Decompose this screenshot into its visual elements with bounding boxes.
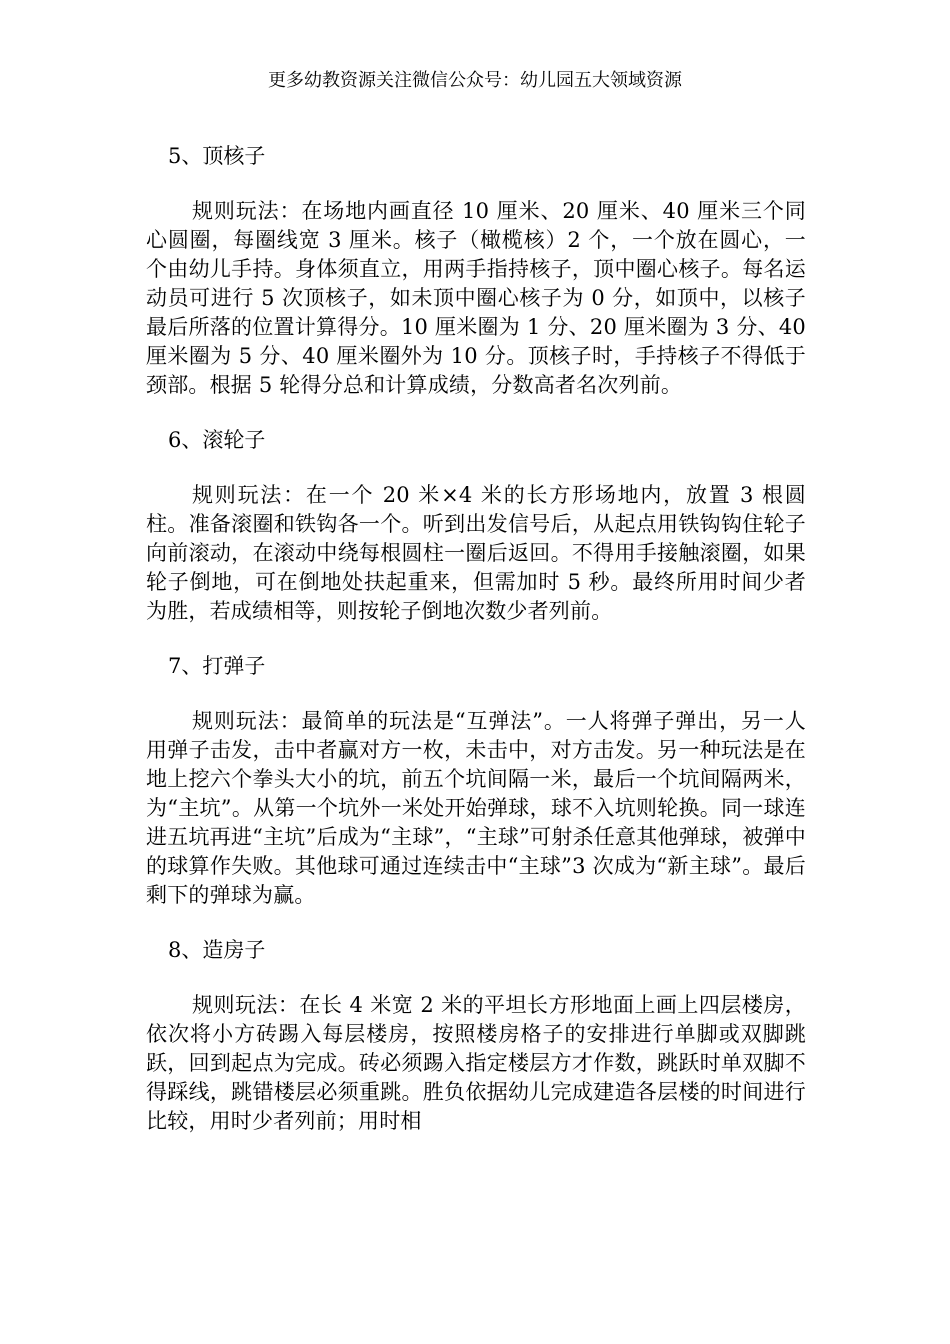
section-title: 7、打弹子	[168, 654, 266, 678]
section-gun-lunzi	[146, 426, 806, 626]
section-zao-fangzi	[146, 936, 806, 1136]
section-paragraph: 规则玩法：在一个 20 米×4 米的长方形场地内，放置 3 根圆柱。准备滚圈和铁钩各一个。听到出发信号后，从起点用铁钩钩住轮子向前滚动，在滚动中绕每根圆柱一圈后返回。不得用手接触滚圈，如果轮子倒地，可在倒地处扶起重来，但需加时 5 秒。最终所用时间少者为胜，若成绩相等，则按轮子倒地次数少者列前。	[146, 483, 806, 623]
section-ding-hezi	[146, 142, 806, 400]
section-paragraph: 规则玩法：在长 4 米宽 2 米的平坦长方形地面上画上四层楼房，依次将小方砖踢入每层楼房，按照楼房格子的安排进行单脚或双脚跳跃，回到起点为完成。砖必须踢入指定楼层方才作数，跳跃时单双脚不得踩线，跳错楼层必须重跳。胜负依据幼儿完成建造各层楼的时间进行比较，用时少者列前；用时相	[146, 993, 806, 1133]
section-title: 6、滚轮子	[168, 428, 266, 452]
section-da-danzi	[146, 652, 806, 910]
section-title: 5、顶核子	[168, 144, 266, 168]
section-paragraph: 规则玩法：最简单的玩法是“互弹法”。一人将弹子弹出，另一人用弹子击发，击中者赢对方一枚，未击中，对方击发。另一种玩法是在地上挖六个拳头大小的坑，前五个坑间隔一米，最后一个坑间隔两米，为“主坑”。从第一个坑外一米处开始弹球，球不入坑则轮换。同一球连进五坑再进“主坑”后成为“主球”，“主球”可射杀任意其他弹球，被弹中的球算作失败。其他球可通过连续击中“主球”3 次成为“新主球”。最后剩下的弹球为赢。	[146, 709, 806, 907]
section-paragraph: 规则玩法：在场地内画直径 10 厘米、20 厘米、40 厘米三个同心圆圈，每圈线宽 3 厘米。核子（橄榄核）2 个，一个放在圆心，一个由幼儿手持。身体须直立，用两手指持核子，顶中圈心核子。每名运动员可进行 5 次顶核子，如未顶中圈心核子为 0 分，如顶中，以核子最后所落的位置计算得分。10 厘米圈为 1 分、20 厘米圈为 3 分、40 厘米圈为 5 分、40 厘米圈外为 10 分。顶核子时，手持核子不得低于颈部。根据 5 轮得分总和计算成绩，分数高者名次列前。	[146, 199, 806, 397]
section-title: 8、造房子	[168, 938, 266, 962]
document-body	[146, 142, 806, 1162]
page-header: 更多幼教资源关注微信公众号：幼儿园五大领域资源	[268, 70, 682, 91]
